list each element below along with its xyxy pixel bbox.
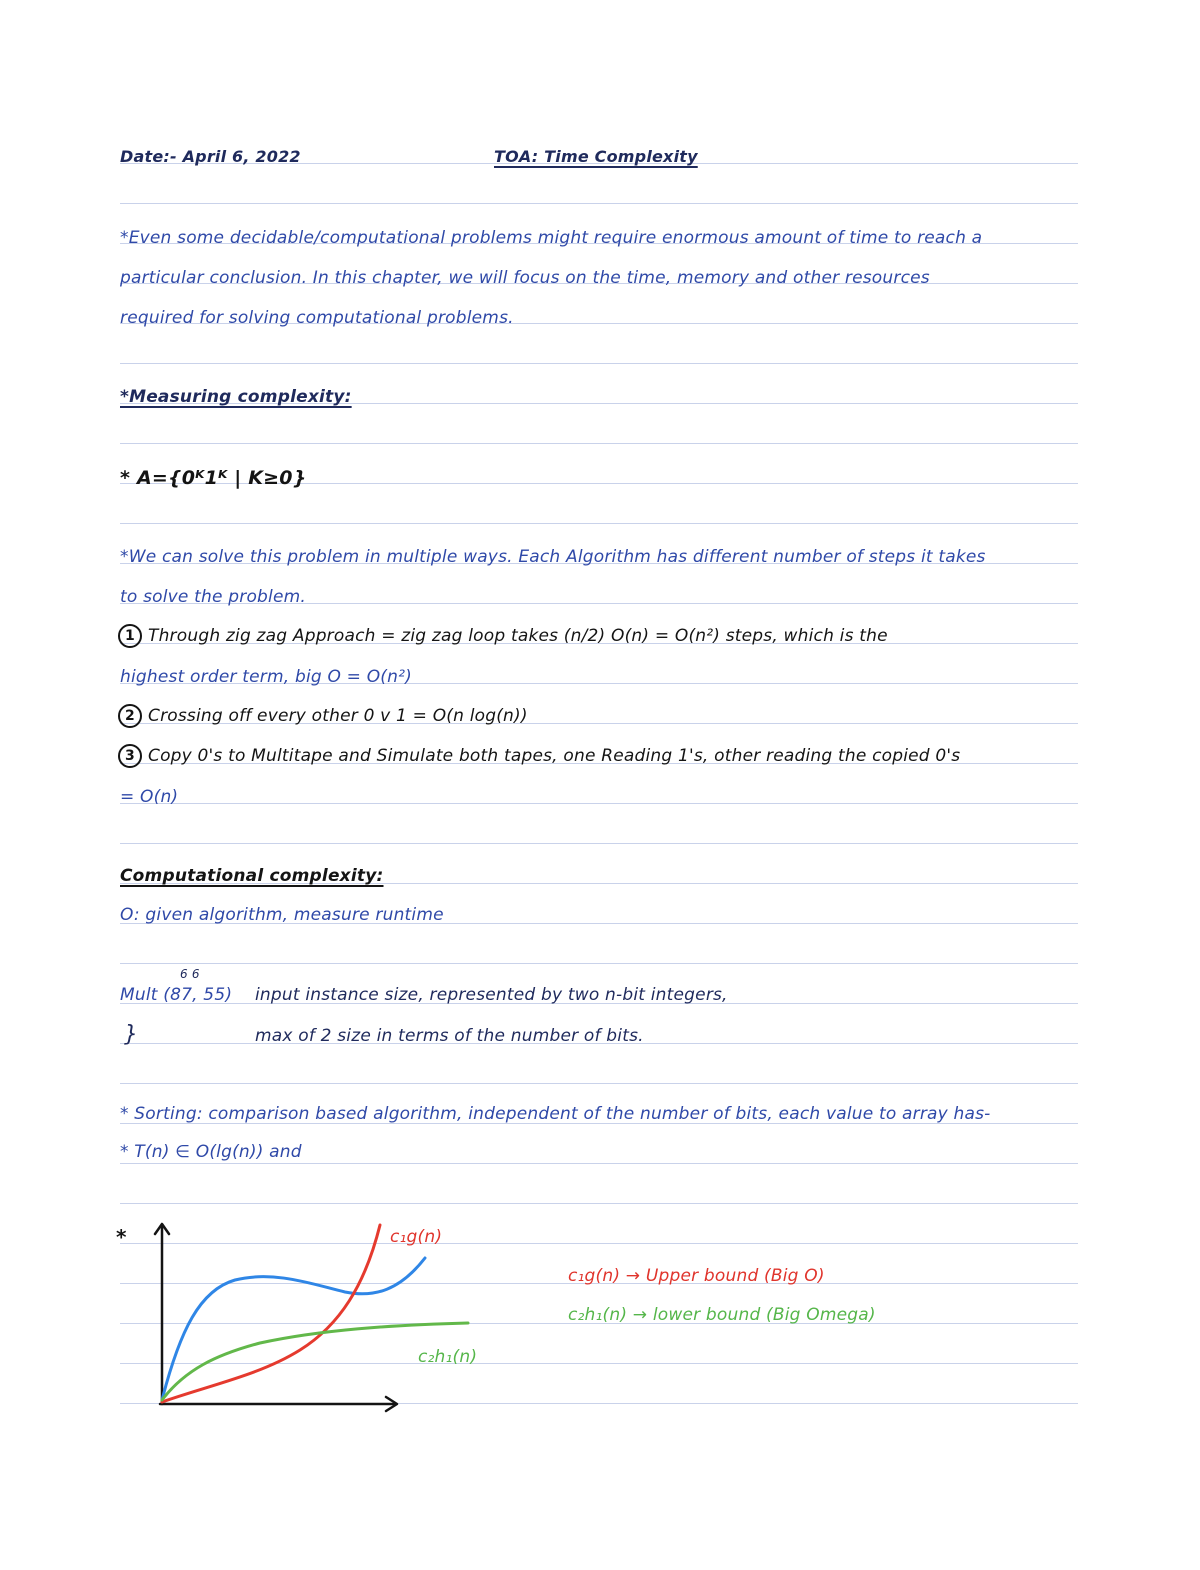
item-number-2: 2: [118, 704, 142, 728]
mult-description-1: input instance size, represented by two n-bit integers,: [255, 985, 728, 1005]
legend-lower-bound: c₂h₁(n) → lower bound (Big Omega): [568, 1305, 876, 1325]
page-title: TOA: Time Complexity: [494, 147, 698, 166]
approach-item-3-continuation: = O(n): [120, 787, 179, 807]
approach-item-2-text: Crossing off every other 0 v 1 = O(n log(n)): [148, 706, 528, 726]
computational-line-1: O: given algorithm, measure runtime: [120, 905, 444, 925]
intro-line-2: particular conclusion. In this chapter, we will focus on the time, memory and other resources: [120, 268, 930, 288]
function-curve-blue: [162, 1258, 425, 1400]
intro-line-3: required for solving computational problems.: [120, 308, 514, 328]
brace-mark: }: [124, 1022, 138, 1047]
mult-bit-counts: 6 6: [180, 967, 200, 981]
lower-bound-curve-label: c₂h₁(n): [418, 1347, 478, 1367]
mult-example: Mult (87, 55): [120, 985, 233, 1005]
item-number-3: 3: [118, 744, 142, 768]
measuring-heading: *Measuring complexity:: [120, 387, 352, 407]
mult-description-2: max of 2 size in terms of the number of bits.: [255, 1026, 644, 1046]
legend-upper-bound: c₁g(n) → Upper bound (Big O): [568, 1266, 825, 1286]
intro-line-1: *Even some decidable/computational problems might require enormous amount of time to reach a: [120, 228, 983, 248]
ways-paragraph-line-2: to solve the problem.: [120, 587, 306, 607]
sorting-line-1: * Sorting: comparison based algorithm, independent of the number of bits, each value to array has-: [120, 1104, 991, 1124]
graph-star-marker: *: [116, 1225, 127, 1249]
approach-item-1-continuation: highest order term, big O = O(n²): [120, 667, 412, 687]
ways-paragraph-line-1: *We can solve this problem in multiple ways. Each Algorithm has different number of steps it takes: [120, 547, 986, 567]
item-number-1: 1: [118, 624, 142, 648]
upper-bound-curve-label: c₁g(n): [390, 1227, 443, 1247]
language-definition: * A={0ᴷ1ᴷ | K≥0}: [120, 467, 307, 489]
approach-item-1-text: Through zig zag Approach = zig zag loop takes (n/2) O(n) = O(n²) steps, which is the: [148, 626, 888, 646]
sorting-line-2: * T(n) ∈ O(lg(n)) and: [120, 1142, 302, 1162]
approach-item-3-text: Copy 0's to Multitape and Simulate both tapes, one Reading 1's, other reading the copied 0's: [148, 746, 961, 766]
date-heading: Date:- April 6, 2022: [120, 147, 301, 166]
computational-heading: Computational complexity:: [120, 866, 384, 886]
